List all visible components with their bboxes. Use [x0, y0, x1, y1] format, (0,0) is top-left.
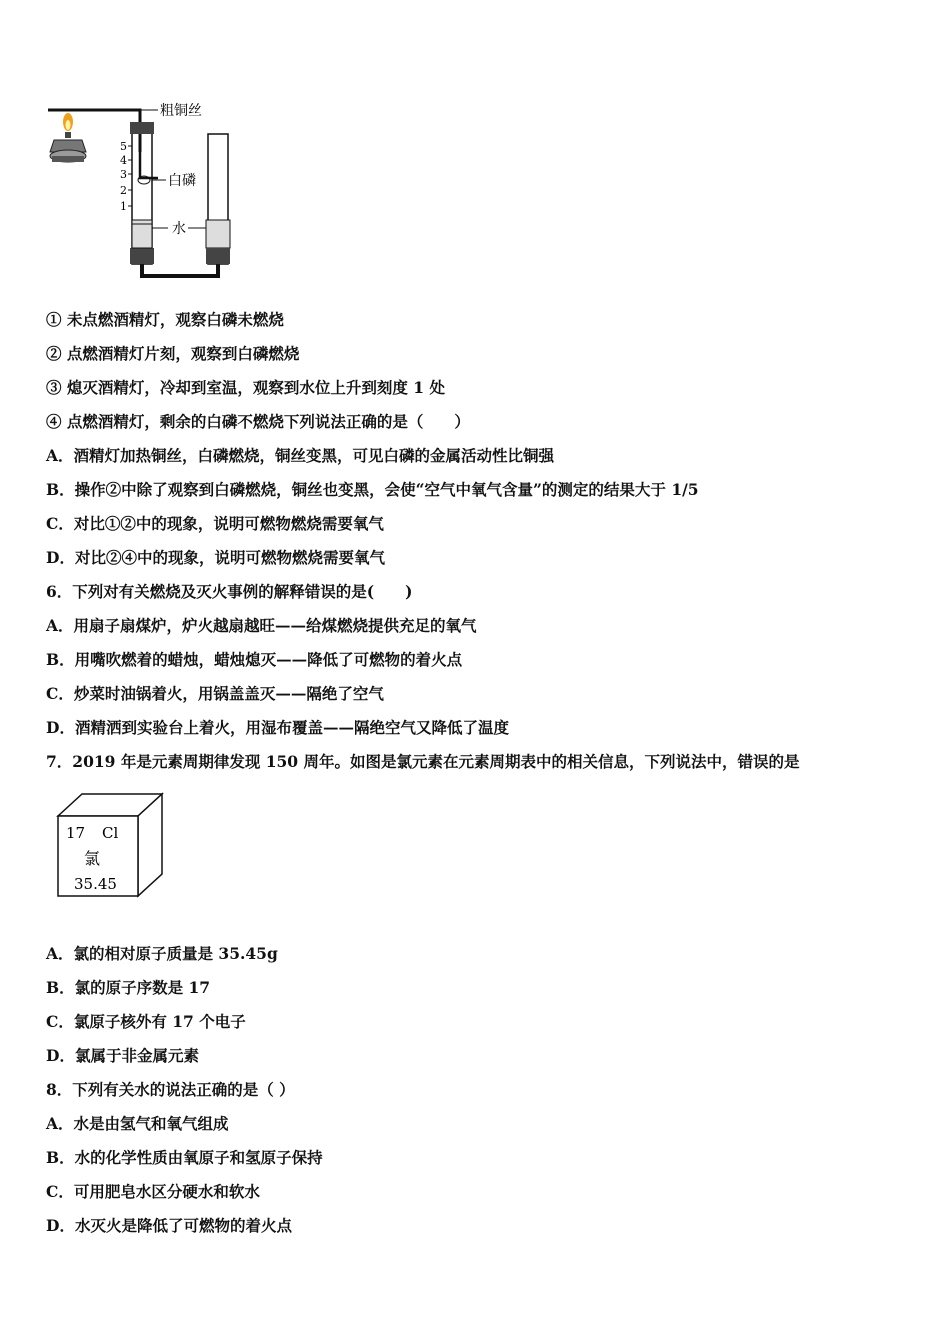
- q8-option-b: B．水的化学性质由氧原子和氢原子保持: [46, 1148, 323, 1167]
- q6-option-c: C．炒菜时油锅着火，用锅盖盖灭——隔绝了空气: [46, 684, 384, 703]
- label-white-phosphorus: 白磷: [168, 172, 196, 188]
- atomic-mass: 35.45: [74, 875, 117, 893]
- q5-option-d: D．对比②④中的现象，说明可燃物燃烧需要氧气: [46, 548, 385, 567]
- chlorine-element-card: [52, 790, 168, 902]
- q7-option-d: D．氯属于非金属元素: [46, 1046, 199, 1065]
- q8-stem: 8．下列有关水的说法正确的是（ ）: [46, 1080, 295, 1099]
- scale-mark: 5: [120, 140, 127, 153]
- scale-mark: 1: [120, 200, 127, 213]
- element-name: 氯: [84, 849, 101, 868]
- q6-option-d: D．酒精洒到实验台上着火，用湿布覆盖——隔绝空气又降低了温度: [46, 718, 509, 737]
- label-copper-wire: 粗铜丝: [160, 102, 202, 118]
- step-1: ① 未点燃酒精灯，观察白磷未燃烧: [46, 310, 284, 329]
- scale-mark: 2: [120, 184, 127, 197]
- q7-option-a: A．氯的相对原子质量是 35.45g: [46, 944, 278, 963]
- q5-option-b: B．操作②中除了观察到白磷燃烧，铜丝也变黑，会使“空气中氧气含量”的测定的结果大于 1/5: [46, 480, 699, 499]
- q6-option-a: A．用扇子扇煤炉，炉火越扇越旺——给煤燃烧提供充足的氧气: [46, 616, 477, 635]
- step-4: ④ 点燃酒精灯，剩余的白磷不燃烧下列说法正确的是（ ）: [46, 412, 470, 431]
- scale-mark: 4: [120, 154, 127, 167]
- q5-option-c: C．对比①②中的现象，说明可燃物燃烧需要氧气: [46, 514, 384, 533]
- q8-option-c: C．可用肥皂水区分硬水和软水: [46, 1182, 260, 1201]
- experiment-apparatus-figure: [40, 100, 240, 285]
- q8-option-a: A．水是由氢气和氧气组成: [46, 1114, 229, 1133]
- atomic-number: 17: [66, 824, 86, 842]
- q8-option-d: D．水灭火是降低了可燃物的着火点: [46, 1216, 292, 1235]
- q7-option-c: C．氯原子核外有 17 个电子: [46, 1012, 246, 1031]
- q6-option-b: B．用嘴吹燃着的蜡烛，蜡烛熄灭——降低了可燃物的着火点: [46, 650, 463, 669]
- step-3: ③ 熄灭酒精灯，冷却到室温，观察到水位上升到刻度 1 处: [46, 378, 445, 397]
- q7-stem: 7．2019 年是元素周期律发现 150 周年。如图是氯元素在元素周期表中的相关信息，下列说法中，错误的是: [46, 752, 800, 771]
- q6-stem: 6．下列对有关燃烧及灭火事例的解释错误的是( ): [46, 582, 413, 601]
- q7-option-b: B．氯的原子序数是 17: [46, 978, 211, 997]
- q5-option-a: A．酒精灯加热铜丝，白磷燃烧，铜丝变黑，可见白磷的金属活动性比铜强: [46, 446, 555, 465]
- label-water: 水: [172, 220, 186, 236]
- element-symbol: Cl: [102, 824, 119, 842]
- step-2: ② 点燃酒精灯片刻，观察到白磷燃烧: [46, 344, 300, 363]
- scale-mark: 3: [120, 168, 127, 181]
- alcohol-lamp-icon: [50, 113, 86, 162]
